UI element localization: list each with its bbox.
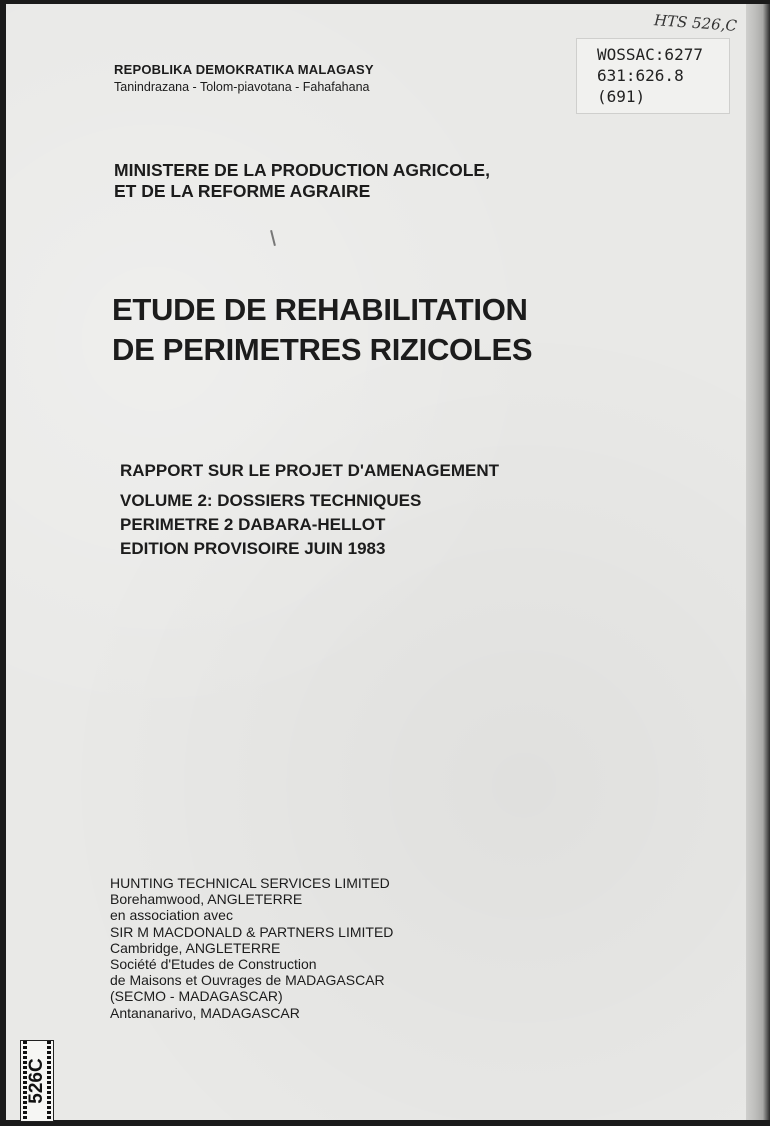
spine-label — [20, 1040, 54, 1122]
consultant-line: (SECMO - MADAGASCAR) — [110, 988, 283, 1005]
library-stamp — [576, 38, 730, 114]
title-line-2: DE PERIMETRES RIZICOLES — [112, 332, 533, 367]
pen-mark — [270, 230, 276, 246]
page-edge — [746, 4, 770, 1120]
document-title — [112, 290, 532, 370]
spine-label-text: 526C — [26, 1058, 47, 1104]
consultant-line: SIR M MACDONALD & PARTNERS LIMITED — [110, 923, 394, 940]
report-type: RAPPORT SUR LE PROJET D'AMENAGEMENT — [120, 461, 500, 480]
handwritten-note: HTS 526,C — [653, 11, 738, 35]
ministry-line-2: ET DE LA REFORME AGRAIRE — [114, 181, 371, 201]
stamp-line-2: 631:626.8 — [597, 66, 684, 85]
ministry-name — [114, 160, 490, 202]
stamp-line-1: WOSSAC:6277 — [597, 45, 703, 64]
report-edition: EDITION PROVISOIRE JUIN 1983 — [120, 539, 386, 558]
report-details — [120, 459, 499, 561]
consultant-line: en association avec — [110, 907, 233, 924]
consultant-line: Société d'Etudes de Construction — [110, 956, 317, 973]
consultant-line: Antananarivo, MADAGASCAR — [110, 1004, 300, 1021]
consultant-line: Borehamwood, ANGLETERRE — [110, 891, 303, 908]
consultant-line: Cambridge, ANGLETERRE — [110, 939, 281, 956]
consultant-line: HUNTING TECHNICAL SERVICES LIMITED — [110, 875, 390, 891]
republic-motto: Tanindrazana - Tolom-piavotana - Fahafahana — [114, 80, 370, 94]
document-cover — [6, 4, 746, 1120]
stamp-line-3: (691) — [597, 87, 646, 106]
title-line-1: ETUDE DE REHABILITATION — [112, 292, 528, 327]
report-volume: VOLUME 2: DOSSIERS TECHNIQUES — [120, 491, 422, 510]
republic-name: REPOBLIKA DEMOKRATIKA MALAGASY — [114, 62, 374, 77]
consultants-block — [110, 875, 393, 1021]
ministry-line-1: MINISTERE DE LA PRODUCTION AGRICOLE, — [114, 160, 490, 180]
report-perimeter: PERIMETRE 2 DABARA-HELLOT — [120, 515, 386, 534]
consultant-line: de Maisons et Ouvrages de MADAGASCAR — [110, 972, 385, 989]
